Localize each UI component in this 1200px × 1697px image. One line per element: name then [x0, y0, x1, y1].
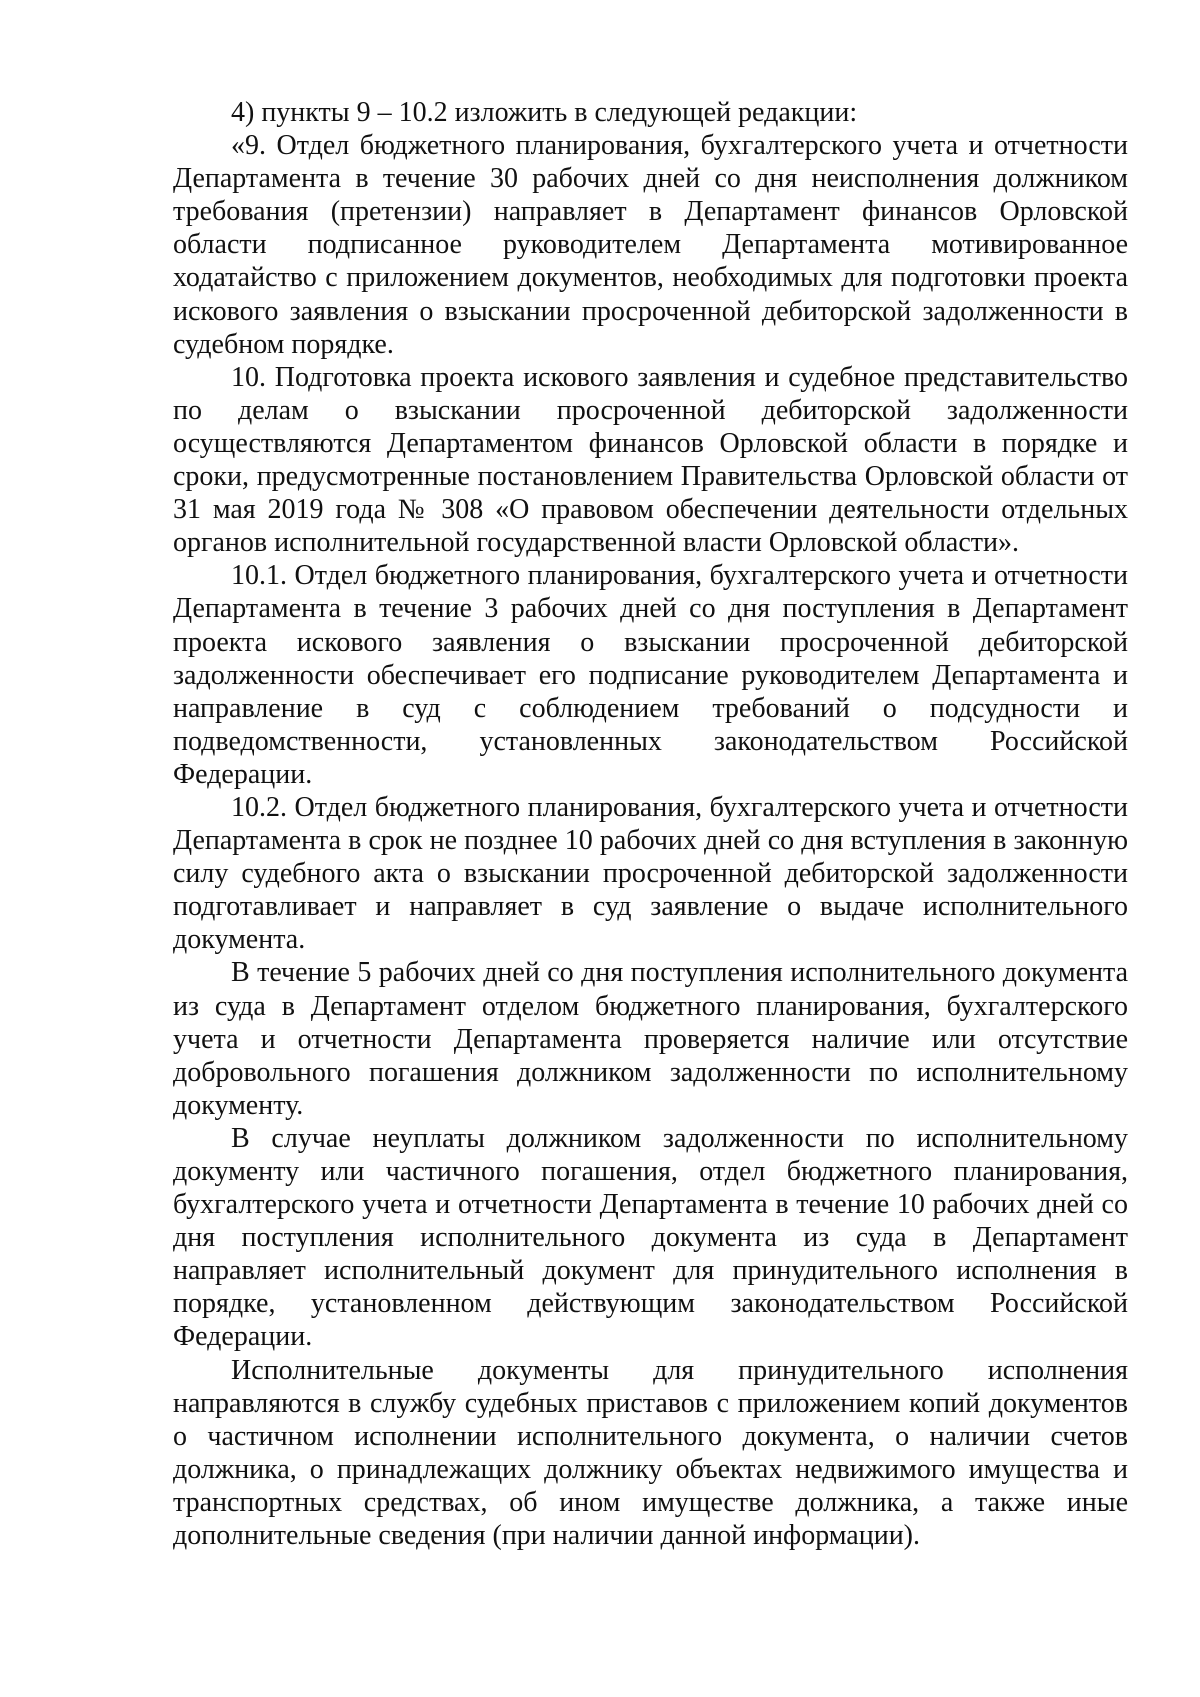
paragraph-item-4-intro: 4) пункты 9 – 10.2 изложить в следующей редакции: — [231, 97, 858, 128]
paragraph-non-payment: В случае неуплаты должником задолженности по исполнительному документу или частичного погашения, отдел бюджетного планирования, бухгалтерского учета и отчетности Департамента в течение 10 рабочих дней со дня поступления исполнительного документа из суда в Департамент направляет исполнительный документ для принудительного исполнения в порядке, установленном действующим законодательством Российской Федерации. — [173, 1122, 1128, 1353]
paragraph-enforcement-documents: Исполнительные документы для принудительного исполнения направляются в службу судебных приставов с приложением копий документов о частичном исполнении исполнительного документа, о наличии счетов должника, о принадлежащих должнику объектах недвижимого имущества и транспортных средствах, об ином имуществе должника, а также иные дополнительные сведения (при наличии данной информации). — [173, 1354, 1128, 1552]
paragraph-point-9: «9. Отдел бюджетного планирования, бухгалтерского учета и отчетности Департамента в течение 30 рабочих дней со дня неисполнения должником требования (претензии) направляет в Департамент финансов Орловской области подписанное руководителем Департамента мотивированное ходатайство с приложением документов, необходимых для подготовки проекта искового заявления о взыскании просроченной дебиторской задолженности в судебном порядке. — [173, 130, 1128, 360]
paragraph-5-days-check: В течение 5 рабочих дней со дня поступления исполнительного документа из суда в Департамент отделом бюджетного планирования, бухгалтерского учета и отчетности Департамента проверяется наличие или отсутствие добровольного погашения должником задолженности по исполнительному документу. — [173, 957, 1128, 1121]
paragraph-point-10-2: 10.2. Отдел бюджетного планирования, бухгалтерского учета и отчетности Департамента в срок не позднее 10 рабочих дней со дня вступления в законную силу судебного акта о взыскании просроченной дебиторской задолженности подготавливает и направляет в суд заявление о выдаче исполнительного документа. — [173, 791, 1128, 956]
document-page — [173, 96, 1128, 1552]
paragraph-point-10: 10. Подготовка проекта искового заявления и судебное представительство по делам о взыскании просроченной дебиторской задолженности осуществляются Департаментом финансов Орловской области в порядке и сроки, предусмотренные постановлением Правительства Орловской области от 31 мая 2019 года № 308 «О правовом обеспечении деятельности отдельных органов исполнительной государственной власти Орловской области». — [173, 361, 1128, 559]
paragraph-point-10-1: 10.1. Отдел бюджетного планирования, бухгалтерского учета и отчетности Департамента в течение 3 рабочих дней со дня поступления в Департамент проекта искового заявления о взыскании просроченной дебиторской задолженности обеспечивает его подписание руководителем Департамента и направление в суд с соблюдением требований о подсудности и подведомственности, установленных законодательством Российской Федерации. — [173, 560, 1128, 790]
